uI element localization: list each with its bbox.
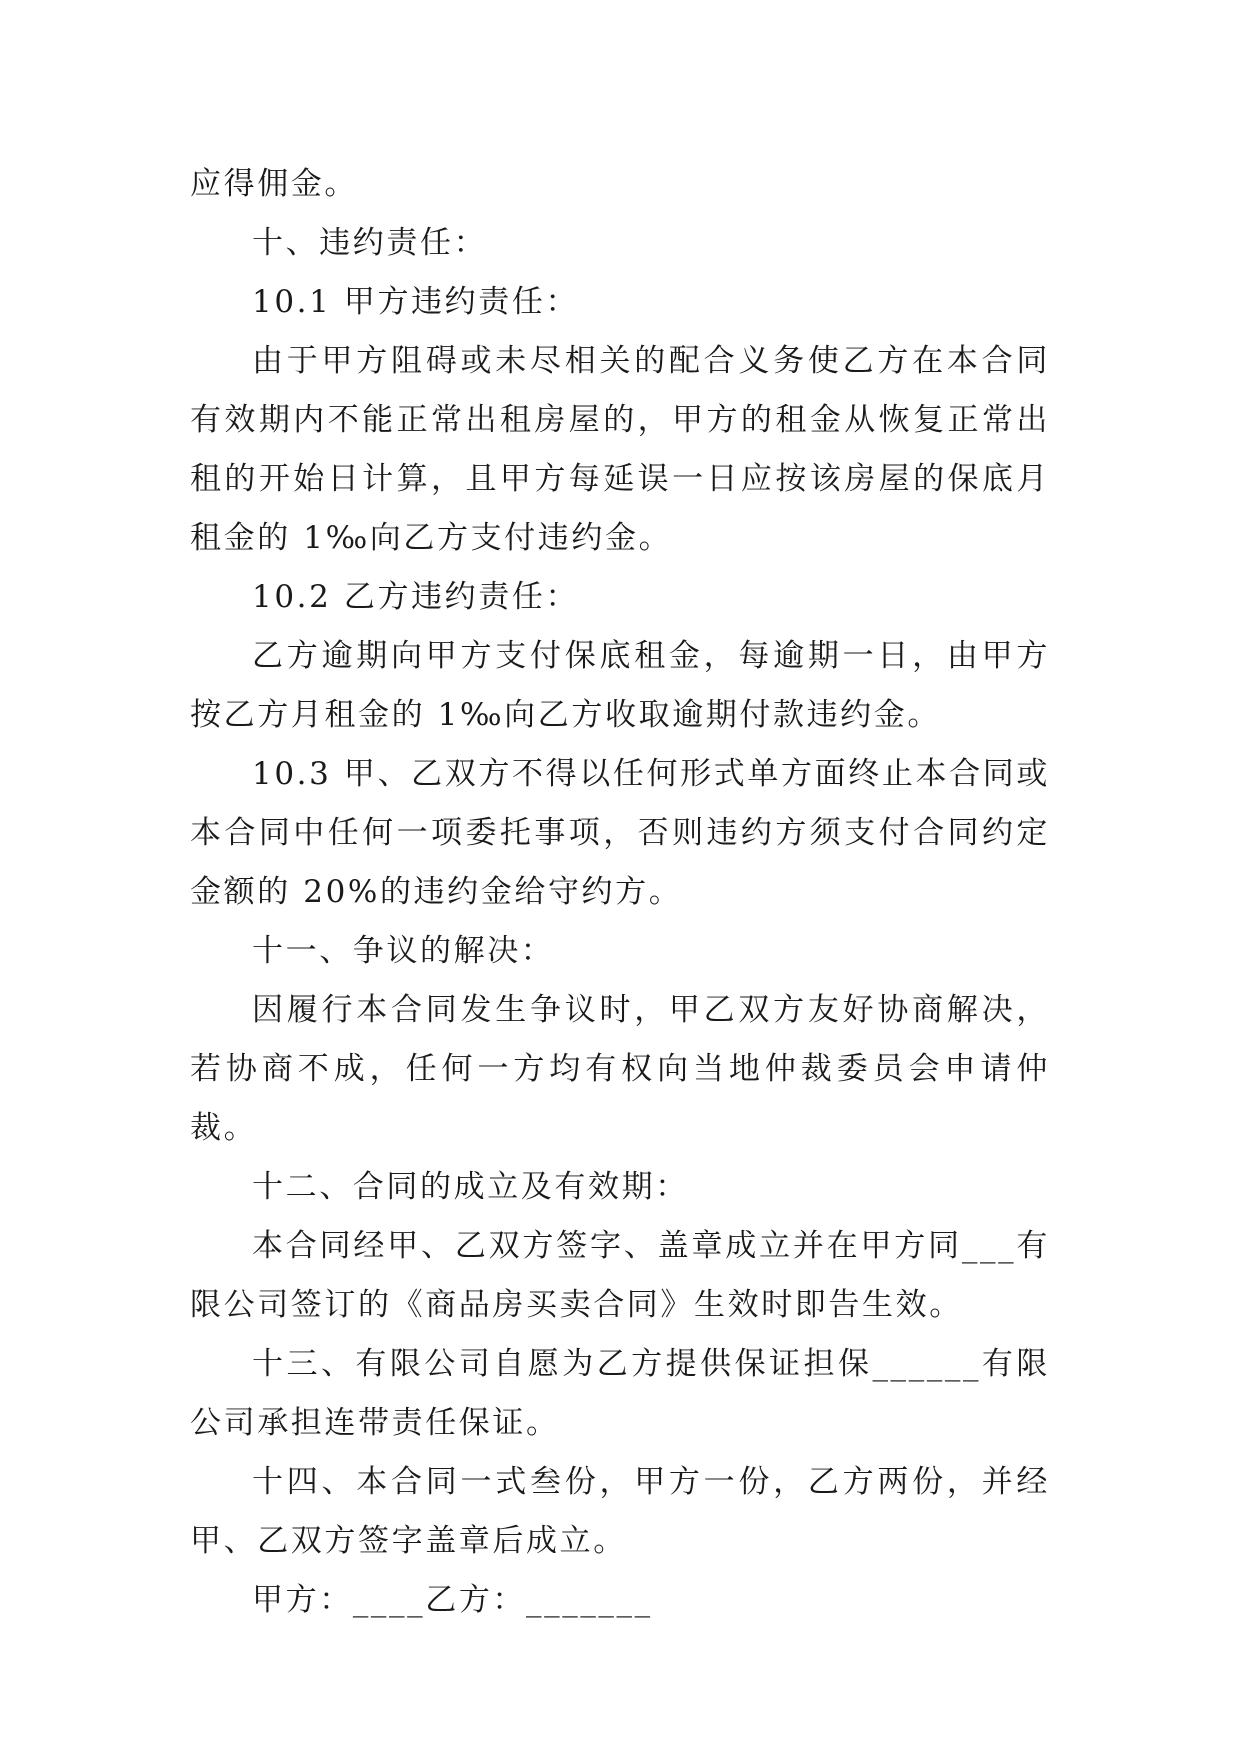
document-body — [190, 155, 1050, 1630]
paragraph-termination-clause: 10.3 甲、乙双方不得以任何形式单方面终止本合同或本合同中任何一项委托事项，否则违约方须支付合同约定金额的 20%的违约金给守约方。 — [190, 756, 1050, 910]
signature-line — [190, 1571, 1050, 1630]
party-a-label: 甲方： — [252, 1582, 353, 1618]
subheading-party-b-liability: 10.2 乙方违约责任： — [252, 579, 580, 615]
party-a-signature-blank: ____ — [352, 1582, 426, 1618]
paragraph-dispute-resolution: 因履行本合同发生争议时，甲乙双方友好协商解决，若协商不成，任何一方均有权向当地仲裁委员会申请仲裁。 — [190, 992, 1050, 1146]
heading-breach-liability: 十、违约责任： — [252, 225, 488, 261]
paragraph-party-b-liability: 乙方逾期向甲方支付保底租金，每逾期一日，由甲方按乙方月租金的 1‰向乙方收取逾期付款违约金。 — [190, 638, 1050, 733]
paragraph-commission-tail: 应得佣金。 — [190, 166, 358, 202]
paragraph-formation-validity: 本合同经甲、乙双方签字、盖章成立并在甲方同___有限公司签订的《商品房买卖合同》生效时即告生效。 — [190, 1228, 1050, 1323]
paragraph-guarantee-clause: 十三、有限公司自愿为乙方提供保证担保______有限公司承担连带责任保证。 — [190, 1346, 1050, 1441]
heading-dispute-resolution: 十一、争议的解决： — [252, 933, 555, 969]
paragraph-copies-clause: 十四、本合同一式叁份，甲方一份，乙方两份，并经甲、乙双方签字盖章后成立。 — [190, 1464, 1050, 1559]
party-b-label: 乙方： — [425, 1582, 527, 1618]
subheading-party-a-liability: 10.1 甲方违约责任： — [252, 284, 580, 320]
heading-formation-validity: 十二、合同的成立及有效期： — [252, 1169, 689, 1205]
paragraph-party-a-liability: 由于甲方阻碍或未尽相关的配合义务使乙方在本合同有效期内不能正常出租房屋的，甲方的租金从恢复正常出租的开始日计算，且甲方每延误一日应按该房屋的保底月租金的 1‰向乙方支付违约金。 — [190, 343, 1050, 556]
party-b-signature-blank: _______ — [526, 1582, 653, 1618]
